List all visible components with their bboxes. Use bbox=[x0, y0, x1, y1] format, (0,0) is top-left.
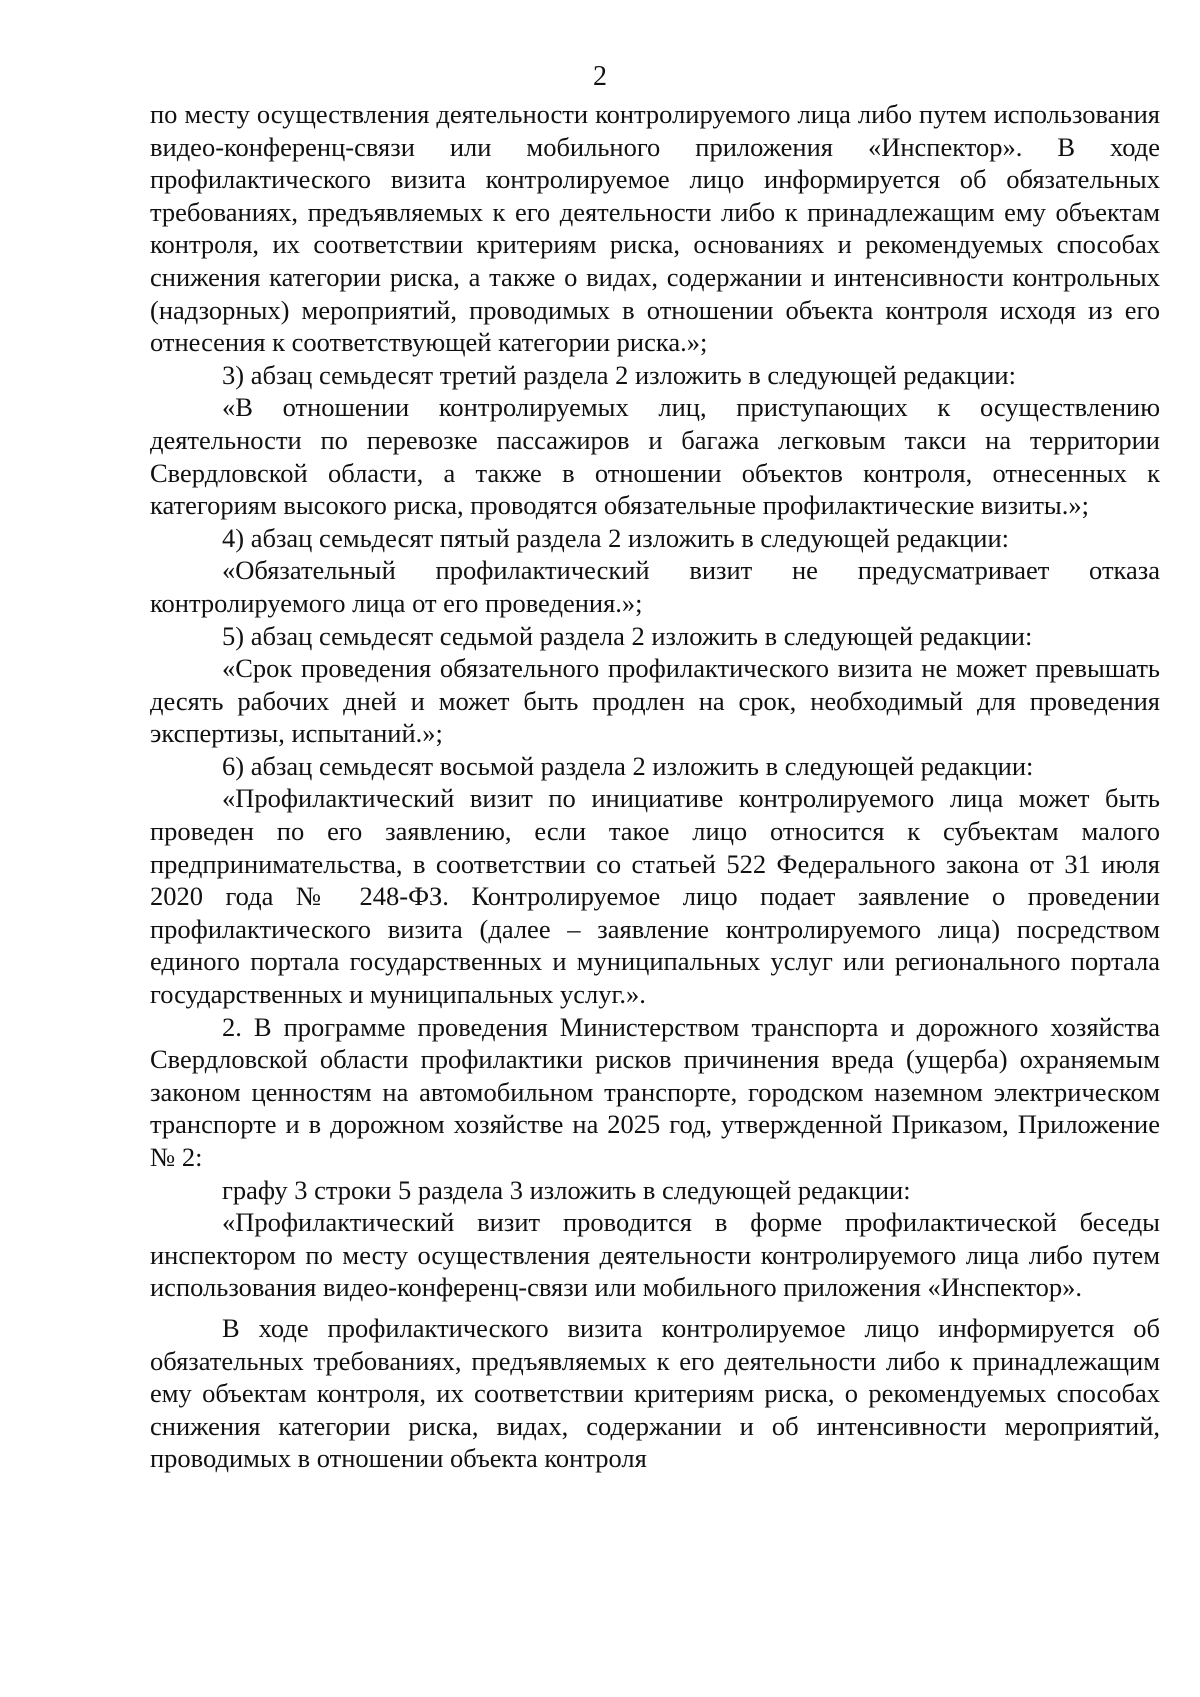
document-body bbox=[150, 98, 1160, 1475]
paragraph-item-3-heading: 3) абзац семьдесят третий раздела 2 изложить в следующей редакции: bbox=[222, 359, 1016, 390]
paragraph-item-6-heading: 6) абзац семьдесят восьмой раздела 2 изложить в следующей редакции: bbox=[222, 750, 1034, 781]
paragraph-item-4-text: «Обязательный профилактический визит не предусматривает отказа контролируемого лица от его проведения.»; bbox=[150, 555, 1160, 618]
paragraph-continuation: по месту осуществления деятельности контролируемого лица либо путем использования видео-конференц-связи или мобильного приложения «Инспектор». В ходе профилактического визита контролируемое лицо информируется об обязательных требованиях, предъявляемых к его деятельности либо к принадлежащим ему объектам контроля, их соответствии критериям риска, основаниях и рекомендуемых способах снижения категории риска, а также о видах, содержании и интенсивности контрольных (надзорных) мероприятий, проводимых в отношении объекта контроля исходя из его отнесения к соответствующей категории риска.»; bbox=[150, 99, 1160, 358]
paragraph-item-4-heading: 4) абзац семьдесят пятый раздела 2 изложить в следующей редакции: bbox=[222, 522, 1010, 553]
paragraph-item-6-text: «Профилактический визит по инициативе контролируемого лица может быть проведен по его заявлению, если такое лицо относится к субъектам малого предпринимательства, в соответствии со статьей 522 Федерального закона от 31 июля 2020 года № 248-ФЗ. Контролируемое лицо подает заявление о проведении профилактического визита (далее – заявление контролируемого лица) посредством единого портала государственных и муниципальных услуг или регионального портала государственных и муниципальных услуг.». bbox=[150, 783, 1160, 1010]
paragraph-section-2-instruction: графу 3 строки 5 раздела 3 изложить в следующей редакции: bbox=[222, 1174, 911, 1205]
paragraph-item-5-heading: 5) абзац семьдесят седьмой раздела 2 изложить в следующей редакции: bbox=[222, 620, 1033, 651]
paragraph-section-2-quote: «Профилактический визит проводится в форме профилактической беседы инспектором по месту осуществления деятельности контролируемого лица либо путем использования видео-конференц-связи или мобильного приложения «Инспектор». bbox=[150, 1207, 1160, 1303]
paragraph-section-2: 2. В программе проведения Министерством транспорта и дорожного хозяйства Свердловской области профилактики рисков причинения вреда (ущерба) охраняемым законом ценностям на автомобильном транспорте, городском наземном электрическом транспорте и в дорожном хозяйстве на 2025 год, утвержденной Приказом, Приложение № 2: bbox=[150, 1011, 1160, 1172]
paragraph-section-2-quote-continued: В ходе профилактического визита контролируемое лицо информируется об обязательных требованиях, предъявляемых к его деятельности либо к принадлежащим ему объектам контроля, их соответствии критериям риска, о рекомендуемых способах снижения категории риска, видах, содержании и об интенсивности мероприятий, проводимых в отношении объекта контроля bbox=[150, 1312, 1160, 1474]
paragraph-item-5-text: «Срок проведения обязательного профилактического визита не может превышать десять рабочих дней и может быть продлен на срок, необходимый для проведения экспертизы, испытаний.»; bbox=[150, 653, 1160, 749]
page-number: 2 bbox=[593, 61, 607, 92]
paragraph-item-3-text: «В отношении контролируемых лиц, приступающих к осуществлению деятельности по перевозке пассажиров и багажа легковым такси на территории Свердловской области, а также в отношении объектов контроля, отнесенных к категориям высокого риска, проводятся обязательные профилактические визиты.»; bbox=[150, 392, 1160, 521]
